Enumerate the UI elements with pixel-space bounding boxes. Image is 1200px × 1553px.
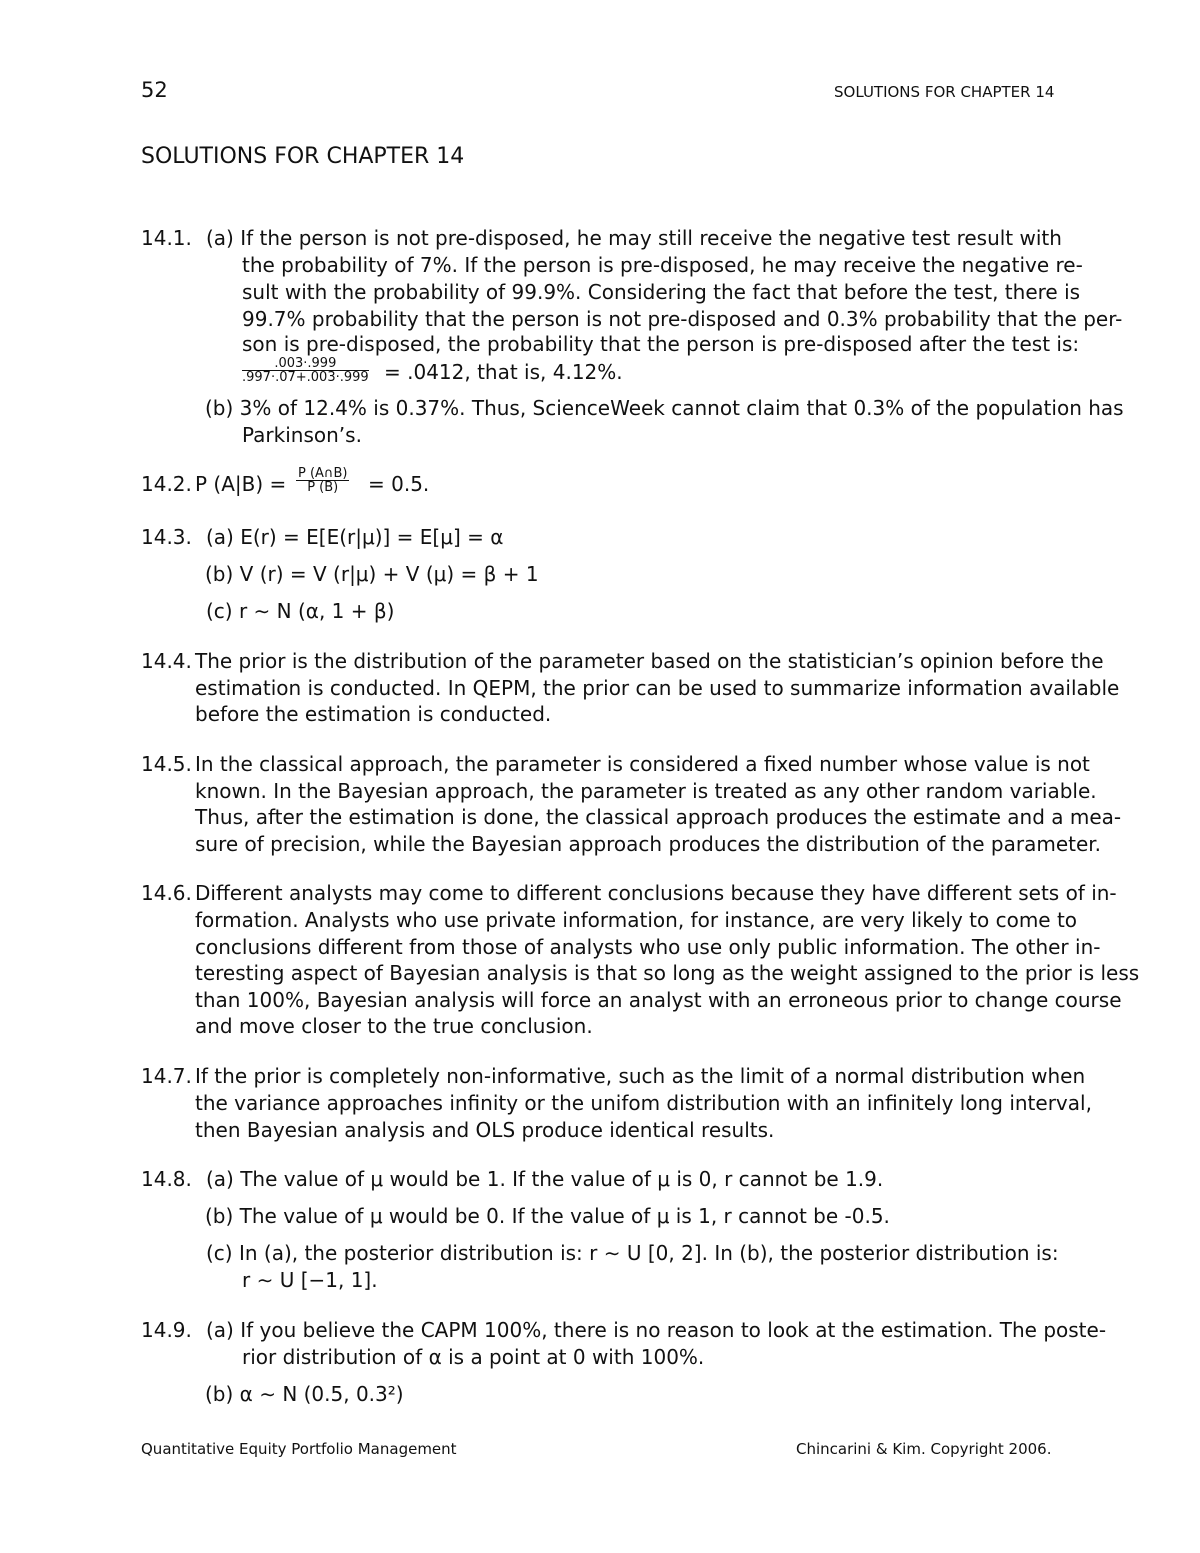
item-text-line: than 100%, Bayesian analysis will force an analyst with an erroneous prior to change course: [195, 988, 1122, 1012]
item-number: 14.7.: [141, 1064, 192, 1088]
item-text-line: (a) If you believe the CAPM 100%, there is no reason to look at the estimation. The poste-: [206, 1318, 1107, 1342]
item-number: 14.8.: [141, 1167, 192, 1191]
item-text-line: (c) r ∼ N (α, 1 + β): [206, 599, 395, 623]
page-number: 52: [141, 78, 168, 102]
item-text-line: In the classical approach, the parameter is considered a fixed number whose value is not: [195, 752, 1090, 776]
item-text-line: (a) The value of μ would be 1. If the value of μ is 0, r cannot be 1.9.: [206, 1167, 884, 1191]
item-text-line: before the estimation is conducted.: [195, 702, 552, 726]
item-text-line: (a) E(r) = E[E(r|μ)] = E[μ] = α: [206, 525, 504, 549]
item-text-line: the probability of 7%. If the person is pre-disposed, he may receive the negative re-: [242, 253, 1083, 277]
item-text-line: estimation is conducted. In QEPM, the prior can be used to summarize information available: [195, 676, 1120, 700]
item-number: 14.5.: [141, 752, 192, 776]
equation-rhs: = 0.5.: [368, 472, 430, 496]
item-text-line: Thus, after the estimation is done, the classical approach produces the estimate and a mea-: [195, 805, 1122, 829]
item-text-line: sure of precision, while the Bayesian approach produces the distribution of the parameter.: [195, 832, 1102, 856]
item-text-line: formation. Analysts who use private information, for instance, are very likely to come to: [195, 908, 1078, 932]
item-number: 14.9.: [141, 1318, 192, 1342]
item-text-line: (b) V (r) = V (r|μ) + V (μ) = β + 1: [205, 562, 539, 586]
item-text-line: 99.7% probability that the person is not pre-disposed and 0.3% probability that the per-: [242, 307, 1123, 331]
item-text-line: Parkinson’s.: [242, 423, 362, 447]
item-text-line: (b) α ∼ N (0.5, 0.3²): [205, 1382, 404, 1406]
item-text-line: r ∼ U [−1, 1].: [242, 1268, 378, 1292]
item-text-line: sult with the probability of 99.9%. Considering the fact that before the test, there is: [242, 280, 1081, 304]
footer-copyright: Chincarini & Kim. Copyright 2006.: [796, 1440, 1052, 1458]
item-number: 14.3.: [141, 525, 192, 549]
fraction: [242, 357, 369, 385]
running-title: SOLUTIONS FOR CHAPTER 14: [834, 83, 1055, 101]
item-number: 14.4.: [141, 649, 192, 673]
fraction-denominator: P (B): [307, 480, 339, 495]
item-text-line: conclusions different from those of analysts who use only public information. The other in-: [195, 935, 1101, 959]
fraction: [296, 467, 349, 495]
item-text-line: Different analysts may come to different conclusions because they have different sets of in-: [195, 881, 1117, 905]
footer-book-title: Quantitative Equity Portfolio Management: [141, 1440, 457, 1458]
item-text-line: teresting aspect of Bayesian analysis is that so long as the weight assigned to the prior is less: [195, 961, 1140, 985]
fraction-numerator: P (A∩B): [298, 466, 348, 481]
fraction-numerator: .003·.999: [242, 357, 369, 371]
item-text-line: then Bayesian analysis and OLS produce identical results.: [195, 1118, 775, 1142]
item-number: 14.6.: [141, 881, 192, 905]
item-text-line: (a) If the person is not pre-disposed, he may still receive the negative test result with: [206, 226, 1062, 250]
fraction-result: = .0412, that is, 4.12%.: [384, 360, 623, 384]
item-text-line: (b) 3% of 12.4% is 0.37%. Thus, ScienceWeek cannot claim that 0.3% of the population has: [205, 396, 1124, 420]
chapter-title: SOLUTIONS FOR CHAPTER 14: [141, 144, 465, 169]
item-number: 14.1.: [141, 226, 192, 250]
fraction-denominator: .997·.07+.003·.999: [242, 370, 369, 385]
item-text-line: If the prior is completely non-informative, such as the limit of a normal distribution when: [195, 1064, 1086, 1088]
item-text-line: rior distribution of α is a point at 0 with 100%.: [242, 1345, 705, 1369]
equation-lhs: P (A|B) =: [195, 472, 287, 496]
item-text-line: (c) In (a), the posterior distribution is: r ∼ U [0, 2]. In (b), the posterior distribution is:: [206, 1241, 1059, 1265]
item-number: 14.2.: [141, 472, 192, 496]
item-text-line: the variance approaches infinity or the unifom distribution with an infinitely long interval,: [195, 1091, 1092, 1115]
item-text-line: son is pre-disposed, the probability that the person is pre-disposed after the test is:: [242, 332, 1080, 356]
item-text-line: and move closer to the true conclusion.: [195, 1014, 593, 1038]
item-text-line: known. In the Bayesian approach, the parameter is treated as any other random variable.: [195, 779, 1097, 803]
item-text-line: (b) The value of μ would be 0. If the value of μ is 1, r cannot be -0.5.: [205, 1204, 890, 1228]
item-text-line: The prior is the distribution of the parameter based on the statistician’s opinion before the: [195, 649, 1104, 673]
